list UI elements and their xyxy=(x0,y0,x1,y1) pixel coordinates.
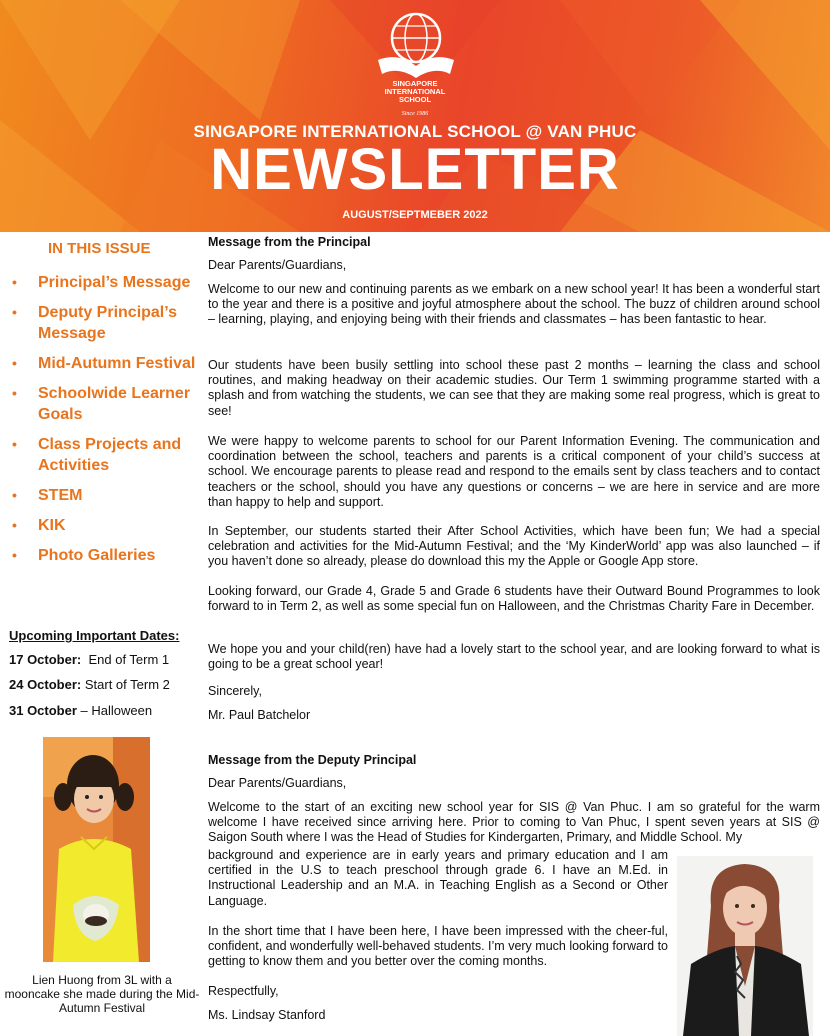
date-row xyxy=(9,652,169,667)
photo-caption: Lien Huong from 3L with a mooncake she made during the Mid-Autumn Festival xyxy=(4,973,200,1015)
date-event: – Halloween xyxy=(76,703,153,718)
deputy-paragraph: In the short time that I have been here, I have been impressed with the cheer-ful, confident, and wonderfully well-behaved students. I’m very much looking forward to getting to know them and you better over the coming months. xyxy=(208,924,668,969)
school-globe-logo xyxy=(370,8,462,124)
date-event: Start of Term 2 xyxy=(81,677,170,692)
school-name: SINGAPORE INTERNATIONAL SCHOOL @ VAN PHUC xyxy=(193,122,637,141)
issue-date: AUGUST/SEPTMEBER 2022 xyxy=(342,209,488,221)
logo-wordmark: SINGAPORE INTERNATIONAL SCHOOL xyxy=(384,79,446,104)
principal-paragraph: Looking forward, our Grade 4, Grade 5 and Grade 6 students have their Outward Bound Programmes to look forward to in Term 2, as well as some special fun on Halloween, and the Christmas Charity Fare in December. xyxy=(208,584,820,614)
date-label: 17 October: xyxy=(9,652,82,667)
student-mooncake-photo xyxy=(43,737,150,962)
toc-heading: IN THIS ISSUE xyxy=(48,240,151,257)
deputy-closing: Respectfully, xyxy=(208,984,279,998)
deputy-message-heading: Message from the Deputy Principal xyxy=(208,753,417,767)
toc-item-mid-autumn-festival[interactable]: • Mid-Autumn Festival xyxy=(12,353,198,374)
date-row xyxy=(9,677,170,692)
toc-item-photo-galleries[interactable]: • Photo Galleries xyxy=(12,545,198,566)
toc-item-principals-message[interactable]: • Principal’s Message xyxy=(12,272,198,293)
logo-since: Since 1986 xyxy=(401,111,429,117)
deputy-paragraph-continued: background and experience are in early years and primary education and I am certified in the U.S to teach preschool through grade 6. I have an M.Ed. in Instructional Leadership and an M.A. in Teaching English as a Second or Other Language. xyxy=(208,848,668,908)
principal-closing: Sincerely, xyxy=(208,684,262,698)
principal-paragraph: Our students have been busily settling into school these past 2 months – learning the class and school routines, and making headway on their academic studies. Our Term 1 swimming programme started with a splash and from watching the students, we can see that they are making some real progress, which is great to see! xyxy=(208,358,820,418)
principal-paragraph: Welcome to our new and continuing parents as we embark on a new school year! It has been a wonderful start to the year and there is a positive and joyful atmosphere about the school. The buzz of children around school – learning, playing, and enjoying being with their friends and classmates – has been fantastic to hear. xyxy=(208,282,820,327)
date-label: 24 October: xyxy=(9,677,82,692)
newsletter-title: NEWSLETTER xyxy=(210,137,620,202)
principal-paragraph: We were happy to welcome parents to school for our Parent Information Evening. The communication and coordination between the school, teachers and parents is a critical component of your child’s success at school. We encourage parents to please read and respond to the emails sent by class teachers and to contact teachers or the school, should you have any questions or concerns – we are here in service and are more than happy to help and support. xyxy=(208,434,820,509)
deputy-principal-portrait xyxy=(677,856,813,1036)
toc-item-stem[interactable]: • STEM xyxy=(12,485,198,506)
newsletter-banner xyxy=(0,0,830,232)
sidebar xyxy=(0,232,200,1036)
toc-item-deputy-principals-message[interactable]: • Deputy Principal’s Message xyxy=(12,302,198,344)
deputy-greeting: Dear Parents/Guardians, xyxy=(208,776,347,790)
upcoming-dates-heading: Upcoming Important Dates: xyxy=(9,628,180,643)
principal-paragraph: In September, our students started their After School Activities, which have been fun; We had a special celebration and activities for the Mid-Autumn Festival; and the ‘My KinderWorld’ app was also launched – if you haven’t done so already, please do download this my the Apple or Google App store. xyxy=(208,524,820,569)
toc-item-kik[interactable]: • KIK xyxy=(12,515,198,536)
date-event: End of Term 1 xyxy=(81,652,170,667)
principal-paragraph: We hope you and your child(ren) have had a lovely start to the school year, and are looking forward to what is going to be a great school year! xyxy=(208,642,820,672)
date-row xyxy=(9,703,152,718)
principal-message-heading: Message from the Principal xyxy=(208,235,371,249)
toc-list xyxy=(12,272,198,575)
toc-item-learner-goals[interactable]: • Schoolwide Learner Goals xyxy=(12,383,198,425)
deputy-signature: Ms. Lindsay Stanford xyxy=(208,1008,326,1022)
deputy-paragraph: Welcome to the start of an exciting new school year for SIS @ Van Phuc. I am so grateful for the warm welcome I have received since arriving here. Prior to coming to Van Phuc, I spent seven years at SIS @ Saigon South where I was the Head of Studies for Kindergarten, Primary, and Middle School. My xyxy=(208,800,820,845)
toc-item-class-projects[interactable]: • Class Projects and Activities xyxy=(12,434,198,476)
principal-signature: Mr. Paul Batchelor xyxy=(208,708,311,722)
principal-greeting: Dear Parents/Guardians, xyxy=(208,258,347,272)
date-label: 31 October xyxy=(9,703,77,718)
